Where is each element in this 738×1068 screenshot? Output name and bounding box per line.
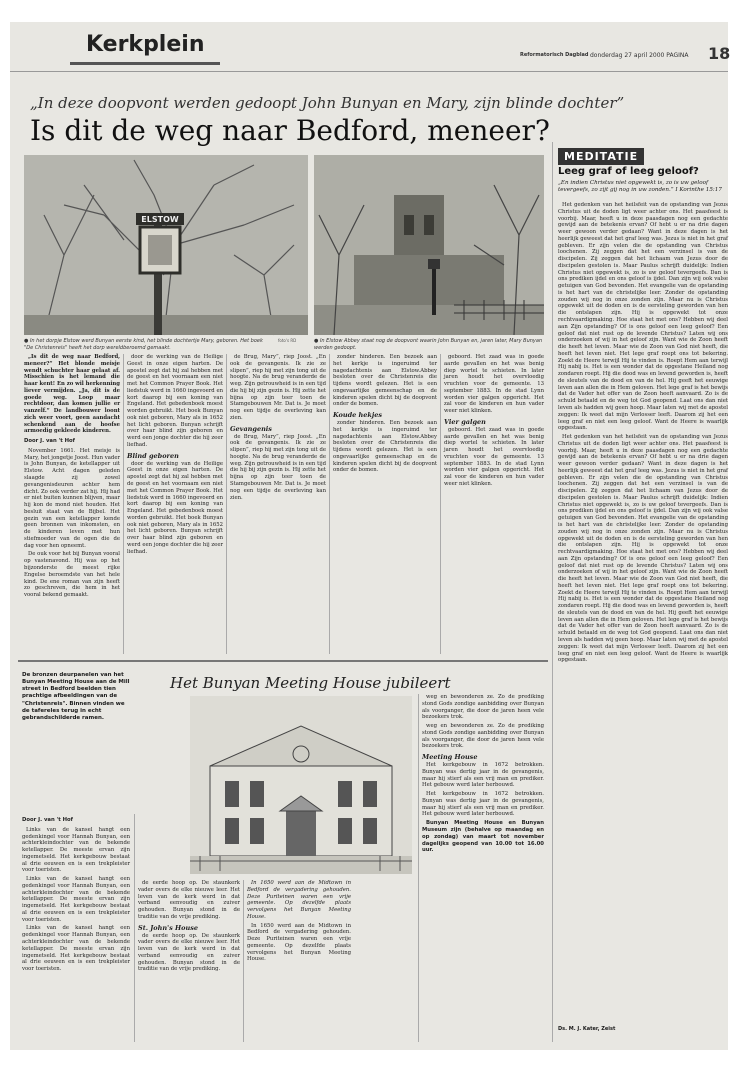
- article-column-4: [333, 354, 437, 654]
- lower-col4c-text: Het kerkgebouw in 1672 betrokken. Bunyan was dertig jaar in de gevangenis, maar hij stierf als een vrij man en prediker. Het gebouw werd later herbouwd.: [422, 791, 544, 818]
- lower-info-box: Bunyan Meeting House en Bunyan Museum zijn (behalve op maandag en op zondag) van maart tot november dagelijks geopend van 10.00 tot 16.00 uur.: [422, 820, 544, 854]
- meditation-signature: Ds. M. J. Kater, Zeist: [558, 1026, 616, 1032]
- lower-column-3: [247, 880, 351, 1042]
- newspaper-page: [10, 22, 731, 1050]
- meditation-text-cont: Het gedenken van het heilsfeit van de opstanding van Jezus Christus uit de doden ligt weer achter ons. Het paasfeest is voorbij. Maar, heeft u in deze paasdagen nog een gedachte gewijd aan de betekenis ervan? Of hebt u er na drie dagen weer gewoon verder gedaan? Want in deze dagen is het heerlijk geweest dat het graf leeg was. Jezus is niet in het graf gebleven. Er zijn velen die de opstanding van Christus loochenen. Zij zeggen dat het een verzinsel is van de discipelen. Zij zeggen dat het lichaam van Jezus door de discipelen gestolen is. Maar Paulus schrijft duidelijk: Indien Christus niet opgewekt is, zo is uw geloof tevergeefs. Dan is ons prediken ijdel en ons geloof is ijdel. Dan zijn wij ook valse getuigen van God bevonden. Het evangelie van de opstanding is het hart van de christelijke leer. Zonder de opstanding zouden wij nog in onze zonden zijn. Maar nu is Christus opgewekt uit de doden en is de eersteling geworden van hen die ontslapen zijn. Hij is opgewekt tot onze rechtvaardigmaking. Hoe staat het met ons? Hebben wij deel aan Zijn opstanding? Of is ons geloof een leeg geloof? Een geloof dat niet rust op de levende Christus? Laten wij ons onderzoeken of wij in het geloof zijn. Want wie de Zoon heeft die heeft het leven. Maar wie de Zoon van God niet heeft, die heeft het leven niet. Het lege graf roept ons tot bekering. Zoekt de Heere terwijl Hij te vinden is. Roept Hem aan terwijl Hij nabij is. Het is een wonder dat de opgestane Heiland nog zondaren roept. Hij die dood was en levend geworden is, heeft de sleutels van de dood en van de hel. Hij geeft het eeuwige leven aan allen die in Hem geloven. Het lege graf is het bewijs dat de Vader het offer van de Zoon heeft aanvaard. Zo is de schuld betaald en de weg tot God geopend. Laat ons dan niet leven als hadden wij geen hoop. Maar laten wij met de apostel zeggen: Ik weet dat mijn Verlosser leeft. Daarom zij het een leeg graf en niet een leeg geloof. Want de Heere is waarlijk opgestaan.: [558, 434, 728, 664]
- sidebar-rule: [552, 142, 553, 1042]
- article-col5b-text: geboord. Het zaad was in goede aarde gevallen en het was benig diep wortel te schieten. In later jaren houdt het overvloedig vruchten voor de gemeente. 13 september 1883. In de stad Lynn worden vier galgen opgericht. Het zal voor de kinderen en hun vader weer niet klinken.: [444, 426, 544, 488]
- column-rule: [123, 354, 124, 654]
- paper-name: Reformatorisch Dagblad: [520, 52, 589, 58]
- lower-byline: Door J. van 't Hof: [22, 817, 73, 823]
- article-col5-text: geboord. Het zaad was in goede aarde gevallen en het was benig diep wortel te schieten. In later jaren houdt het overvloedig vruchten voor de gemeente. 13 september 1883. In de stad Lynn worden vier galgen opgericht. Het zal voor de kinderen en hun vader weer niet klinken.: [444, 354, 544, 415]
- article-col4b-text: zonder hinderen. Een bezoek aan het kerkje is ingeruimd ter nagedachtenis aan Elstow.Abbey besloten over de Christenreis die tijdens wordt gelezen. Het is een ongevaarlijke gemeenschap en de kinderen spelen dicht bij de doopvont onder de bomen.: [333, 420, 437, 474]
- lower-col3-text: In 1650 werd aan de Midtown in Bedford de vergadering gehouden. Deze Puriteinen waren een vrije gemeente. Op dezelfde plaats vervolgens het Bunyan Meeting House.: [247, 880, 351, 920]
- article-subhead-gallows: Vier galgen: [444, 417, 486, 426]
- lower-col4-text: weg en bewonderen ze. Zo de prediking stond Gods zondige aanbidding over Bunyan als voorganger, die door de jaren heen vele bezoekers trok.: [422, 694, 544, 721]
- column-rule: [440, 354, 441, 654]
- photo-elstow-abbey: [314, 155, 544, 335]
- lower-subhead-stjohn: St. John's House: [138, 923, 198, 932]
- lower-column-1: [22, 814, 130, 1042]
- column-rule: [418, 694, 419, 1042]
- article-col1b-text: De ouk voor het bij Bunyan vooral op vastenavond. Hij was op het bijzonderste de meest rijke Engelse beroemdste van het hele kind. De ene roman van zijn heeft zo geschreven, die hem in het vooral bekend gemaakt.: [24, 551, 120, 599]
- column-rule: [243, 880, 244, 1042]
- lower-col4b-text: Het kerkgebouw in 1672 betrokken. Bunyan was dertig jaar in de gevangenis, maar hij stierf als een vrij man en prediker. Het gebouw werd later herbouwd.: [422, 762, 544, 789]
- article-subhead-prison: Gevangenis: [230, 424, 272, 433]
- lower-col1-text: Links van de kansel hangt een gedenkingel voor Hannah Bunyan, een achterkleindochter van de bekende ketellapper. De meeste ervan zijn ingemetseld. Het kerkgebouw bestaat al drie eeuwen en is een trekpleister voor toeristen.: [22, 826, 130, 874]
- photo1-credit: foto's RD: [278, 338, 297, 343]
- article-subhead-cold: Koude hekjes: [333, 411, 383, 420]
- meditation-body: [558, 202, 728, 1022]
- article-byline: Door J. van 't Hof: [24, 438, 75, 445]
- article-column-5: [444, 354, 544, 654]
- article-column-2: [127, 354, 223, 654]
- meeting-house-drawing: [190, 696, 412, 874]
- column-rule: [329, 354, 330, 654]
- headline: Is dit de weg naar Bedford, meneer?: [30, 114, 550, 147]
- article-column-3: [230, 354, 326, 654]
- lower-subhead-meeting: Meeting House: [422, 753, 478, 762]
- lower-column-2: [138, 880, 240, 1042]
- article-col4-text: zonder hinderen. Een bezoek aan het kerkje is ingeruimd ter nagedachtenis aan Elstow.Abbey besloten over de Christenreis die tijdens wordt gelezen. Het is een ongevaarlijke gemeenschap en de kinderen spelen dicht bij de doopvont onder de bomen.: [333, 354, 437, 408]
- lower-col1b-text: Links van de kansel hangt een gedenkingel voor Hannah Bunyan, een achterkleindochter van de bekende ketellapper. De meeste ervan zijn ingemetseld. Het kerkgebouw bestaat al drie eeuwen en is een trekpleister voor toeristen.: [22, 876, 130, 923]
- masthead: [10, 22, 731, 72]
- column-rule: [134, 814, 135, 1042]
- lower-col4-cont: weg en bewonderen ze. Zo de prediking stond Gods zondige aanbidding over Bunyan als voorganger, die door de jaren heen vele bezoekers trok.: [422, 723, 544, 750]
- lower-intro: De bronzen deurpanelen van het Bunyan Meeting House aan de Mill street in Bedford beelden tien prachtige afbeeldingen van de "Christenreis". Binnen vinden we de tafereles terug in echt gebrandschilderde ramen.: [22, 672, 130, 721]
- article-subhead-blind: Blind geboren: [127, 451, 179, 460]
- lower-col2-text: de eerde hoop op. De staunkerk vader overs de elke nieuwe leer. Het leven van de kerk werd in dat verband eenvoudig en zuiver gehouden. Bunyan stond in de traditie van de vrije prediking.: [138, 880, 240, 920]
- photo2-caption: ● In Elstow Abbey staat nog de doopvont waarin John Bunyan en, jaren later, Mary Bunyan werden gedoopt.: [314, 338, 543, 351]
- meditation-title: Leeg graf of leeg geloof?: [558, 166, 699, 177]
- article-col1-text: November 1661. Het meisje is Mary, het jongetje Joost. Hun vader is John Bunyan, de ketellapper uit Elstow. Acht dagen geleden slaagde zij zowel gevangenisdeuren achter hem dicht. Zo ook verder zat hij. Hij had er niet buiten kunnen blijven, maar hij kon de mond niet houden. Het besluit staat van de Bijbel. Het gezin van een ketellapper kende geen bronnen van inkomsten, en de kinderen leven met hun stiefmoeder van de ogen die de dag voor hen opneemt.: [24, 447, 120, 549]
- meditation-text: Het gedenken van het heilsfeit van de opstanding van Jezus Christus uit de doden ligt weer achter ons. Het paasfeest is voorbij. Maar, heeft u in deze paasdagen nog een gedachte gewijd aan de betekenis ervan? Of hebt u er na drie dagen weer gewoon verder gedaan? Want in deze dagen is het heerlijk geweest dat het graf leeg was. Jezus is niet in het graf gebleven. Er zijn velen die de opstanding van Christus loochenen. Zij zeggen dat het een verzinsel is van de discipelen. Zij zeggen dat het lichaam van Jezus door de discipelen gestolen is. Maar Paulus schrijft duidelijk: Indien Christus niet opgewekt is, zo is uw geloof tevergeefs. Dan is ons prediken ijdel en ons geloof is ijdel. Dan zijn wij ook valse getuigen van God bevonden. Het evangelie van de opstanding is het hart van de christelijke leer. Zonder de opstanding zouden wij nog in onze zonden zijn. Maar nu is Christus opgewekt uit de doden en is de eersteling geworden van hen die ontslapen zijn. Hij is opgewekt tot onze rechtvaardigmaking. Hoe staat het met ons? Hebben wij deel aan Zijn opstanding? Of is ons geloof een leeg geloof? Een geloof dat niet rust op de levende Christus? Laten wij ons onderzoeken of wij in het geloof zijn. Want wie de Zoon heeft die heeft het leven. Maar wie de Zoon van God niet heeft, die heeft het leven niet. Het lege graf roept ons tot bekering. Zoekt de Heere terwijl Hij te vinden is. Roept Hem aan terwijl Hij nabij is. Het is een wonder dat de opgestane Heiland nog zondaren roept. Hij die dood was en levend geworden is, heeft de sleutels van de dood en van de hel. Hij geeft het eeuwige leven aan allen die in Hem geloven. Het lege graf is het bewijs dat de Vader het offer van de Zoon heeft aanvaard. Zo is de schuld betaald en de weg tot God geopend. Laat ons dan niet leven als hadden wij geen hoop. Maar laten wij met de apostel zeggen: Ik weet dat mijn Verlosser leeft. Daarom zij het een leeg graf en niet een leeg geloof. Want de Heere is waarlijk opgestaan.: [558, 202, 728, 432]
- column-rule: [226, 354, 227, 654]
- sign-text: ELSTOW: [141, 215, 179, 224]
- kicker: „In deze doopvont werden gedoopt John Bunyan en Mary, zijn blinde dochter”: [30, 94, 625, 112]
- lower-col2b-text: de eerde hoop op. De staunkerk vader overs de elke nieuwe leer. Het leven van de kerk werd in dat verband eenvoudig en zuiver gehouden. Bunyan stond in de traditie van de vrije prediking.: [138, 932, 240, 973]
- section-title: Kerkplein: [86, 32, 205, 57]
- date-line: donderdag 27 april 2000 PAGINA: [590, 52, 689, 59]
- page-number: 18: [708, 44, 731, 63]
- article-lead: „Is dit de weg naar Bedford, meneer?” Het blonde meisje wendt schuchter haar gelaat af. Misschien is het lemand die haar kent! En zo wil herkenning liever vermijden. „Ja, dit is de goede weg. Loop maar rechtdoor, dan komen jullie er vanzelf.” De landbouwer loont zich weer voort, geen aandacht schenkend aan de hoofse armoedig gekleede kinderen.: [24, 354, 120, 435]
- photo1-caption: ● In het dorpje Elstow werd Bunyan eerste kind, het blinde dochtertje Mary, geboren. Het boek "De Christenreis" heeft het dorp wereldberoemd gemaakt.: [24, 338, 263, 351]
- photo-elstow-sign: [24, 155, 308, 335]
- lower-col3b-text: In 1650 werd aan de Midtown in Bedford de vergadering gehouden. Deze Puriteinen waren een vrije gemeente. Op dezelfde plaats vervolgens het Bunyan Meeting House.: [247, 922, 351, 963]
- lower-col1c-text: Links van de kansel hangt een gedenkingel voor Hannah Bunyan, een achterkleindochter van de bekende ketellapper. De meeste ervan zijn ingemetseld. Het kerkgebouw bestaat al drie eeuwen en is een trekpleister voor toeristen.: [22, 925, 130, 973]
- meditatie-label: MEDITATIE: [558, 148, 644, 165]
- article-col3-text: de Brug, Mary”, riep Joost. „En ook de gevangenis. Ik zie ze slipen”, riep hij met zijn tong uit de hoogte. Na de brug veranderde de weg. Zijn getrouwheid is in een tijd die hij bij zijn gezin is. Hij zette het bijna op zijn teer toen de Stamgebouwen Mr. Dat is. Je moet nog een tijdje de overleving kan zien.: [230, 354, 326, 421]
- article-col2b-text: door de werking van de Heilige Geest in onze eigen harten. De apostel zegt dat hij zal hebben met de geest en het voornaam een niet met het Common Prayer Book. Het liedstuk werd in 1660 ingevoerd en kort daarop bij een koning van Engeland. Het gebedenboek moest worden gebruikt. Het boek Bunyan ook niet geboren, Mary als in 1652 het licht geboren. Bunyan schrijft over haar blind zijn geboren en werd een jonge dochter die hij zeer liefhad.: [127, 460, 223, 555]
- article-column-1: [24, 354, 120, 654]
- article-col3b-text: de Brug, Mary”, riep Joost. „En ook de gevangenis. Ik zie ze slipen”, riep hij met zijn tong uit de hoogte. Na de brug veranderde de weg. Zijn getrouwheid is in een tijd die hij bij zijn gezin is. Hij zette het bijna op zijn teer toen de Stamgebouwen Mr. Dat is. Je moet nog een tijdje de overleving kan zien.: [230, 433, 326, 501]
- lower-column-4: [422, 694, 544, 1042]
- section-rule: [70, 62, 220, 65]
- meditation-quote: „En indien Christus niet opgewekt is, zo is uw geloof tevergeefs, zo zijt gij nog in uw zonden.” I Korinthe 15:17: [558, 180, 722, 194]
- article-col2-text: door de werking van de Heilige Geest in onze eigen harten. De apostel zegt dat hij zal hebben met de geest en het voornaam een niet met het Common Prayer Book. Het liedstuk werd in 1660 ingevoerd en kort daarop bij een koning van Engeland. Het gebedenboek moest worden gebruikt. Het boek Bunyan ook niet geboren, Mary als in 1652 het licht geboren. Bunyan schrijft over haar blind zijn geboren en werd een jonge dochter die hij zeer liefhad.: [127, 354, 223, 448]
- lower-title: Het Bunyan Meeting House jubileert: [170, 674, 451, 692]
